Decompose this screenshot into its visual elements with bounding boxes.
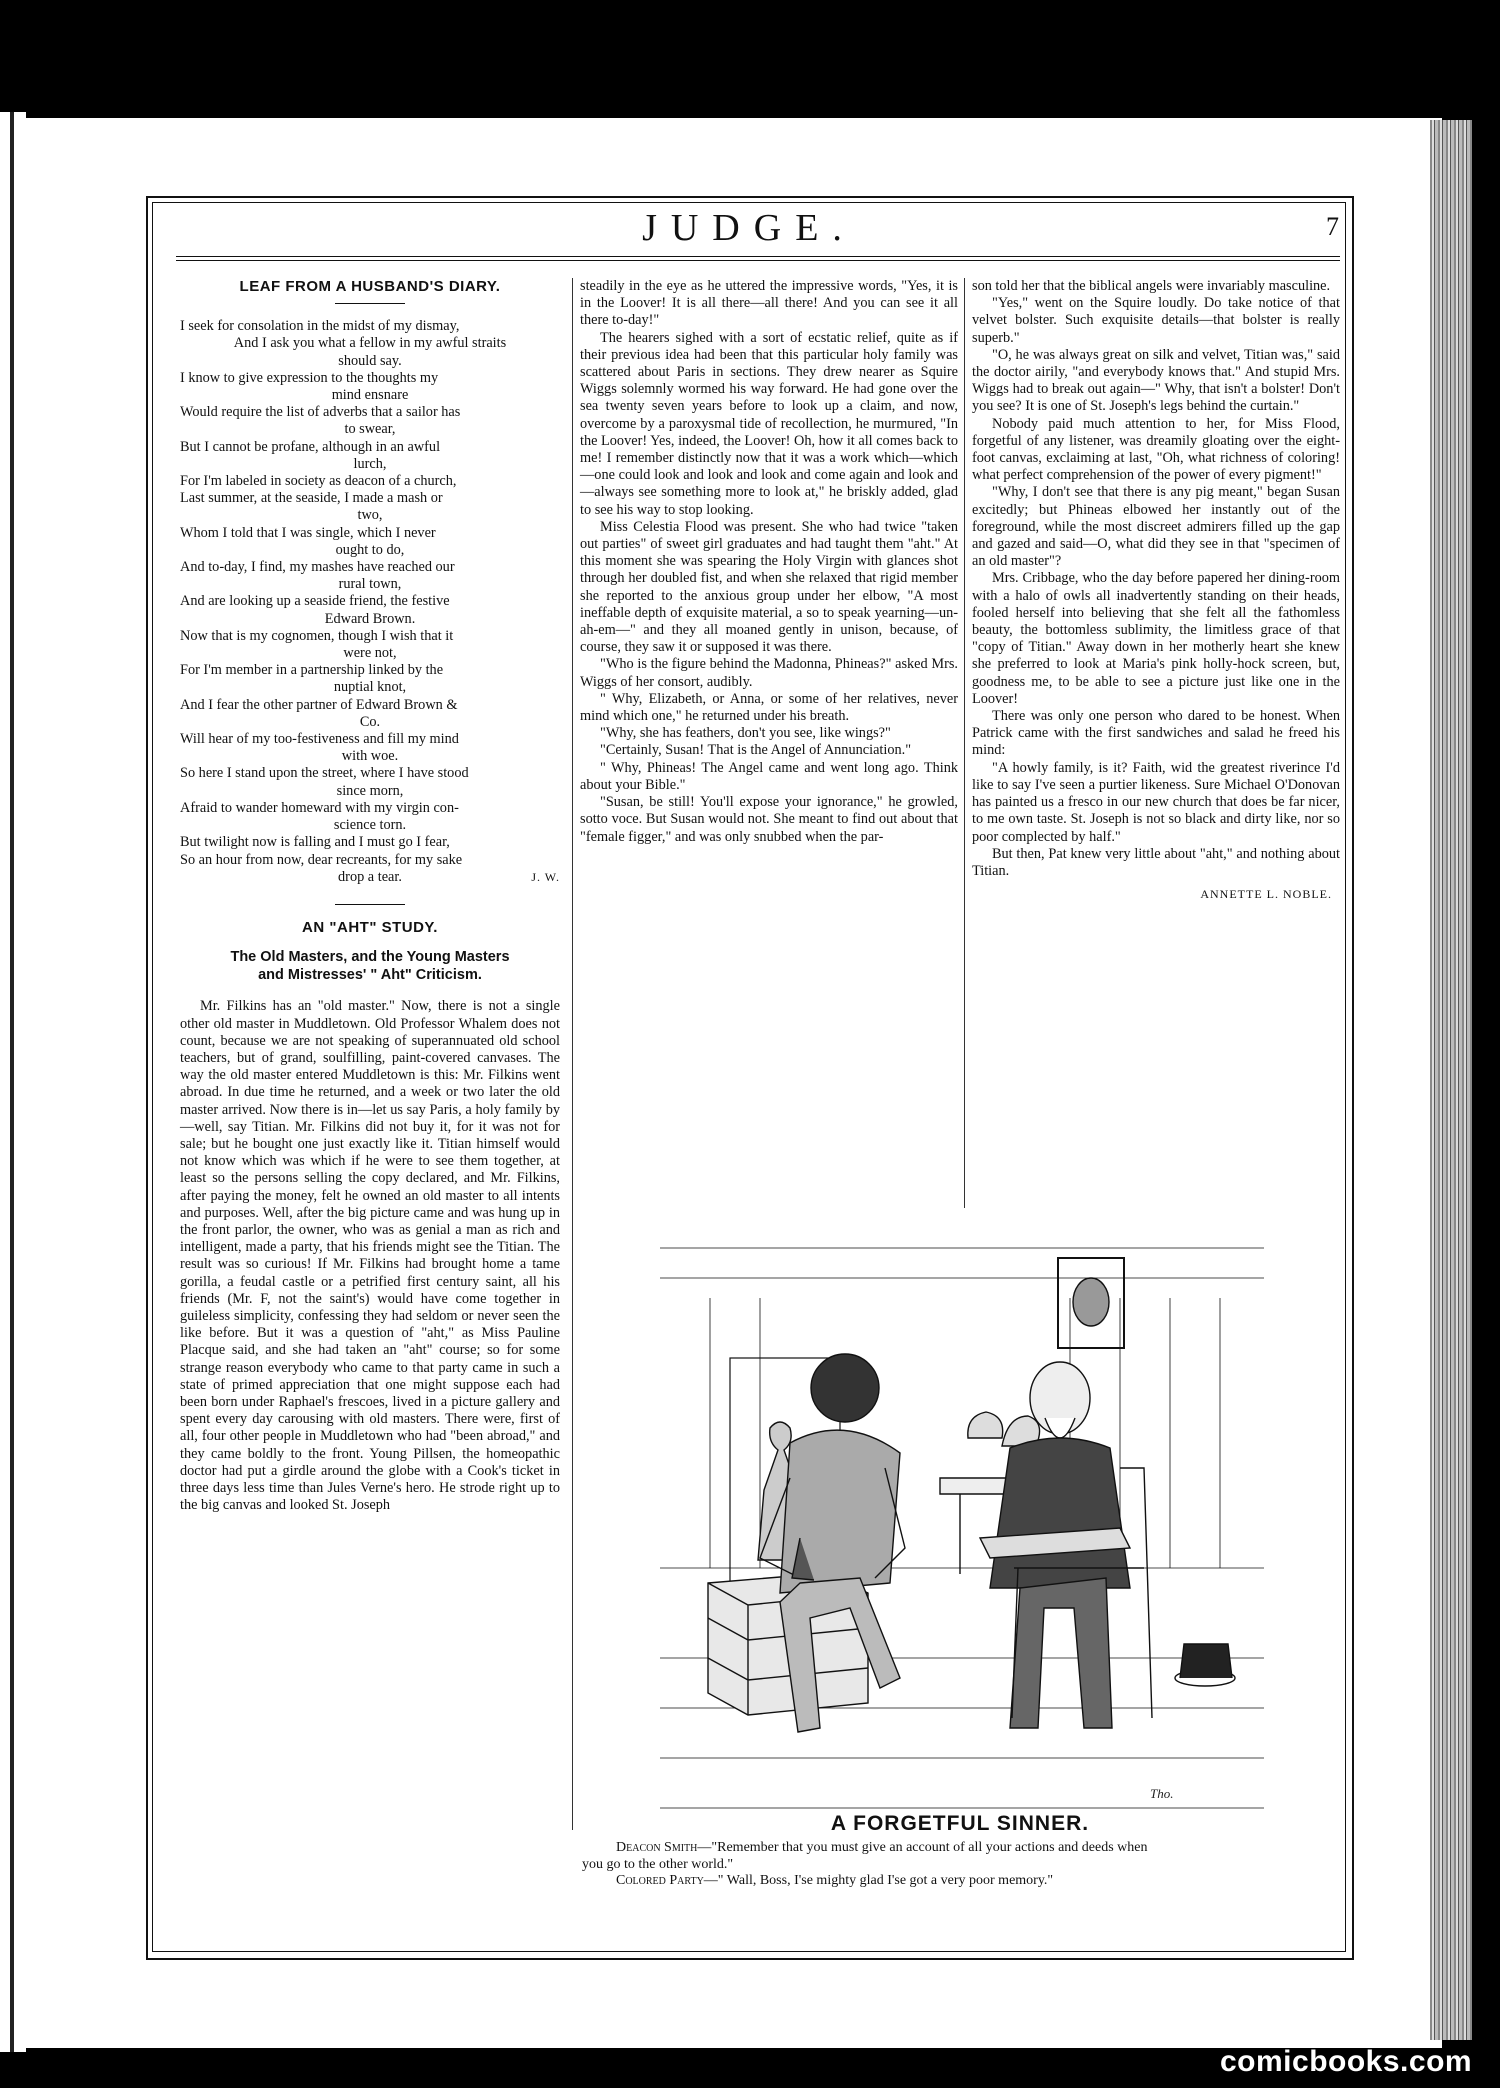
- caption-line-3: —" Wall, Boss, I'se mighty glad I'se got a very poor memory.": [703, 1873, 1054, 1888]
- diary-poem: [180, 318, 560, 886]
- diary-signature: J. W.: [531, 869, 560, 884]
- artist-signature: Tho.: [1150, 1786, 1174, 1801]
- story-column-2: [580, 278, 958, 846]
- story-paragraph: The hearers sighed with a sort of ecstatic relief, quite as if their previous idea had been that this particular holy family was scattered about Paris in sections. They drew nearer as Squire Wiggs solemnly wormed his way forward. He had gone over the sea twenty seven years before to look up a claim, and now, overcome by a paroxysmal tide of recollection, he murmured, "In the Loover! Yes, indeed, the Loover! Oh, how it all comes back to me! I remember distinctly now that it was a work which—which—one could look and look and look and come again and look and—always see something more to look at," he briskly added, glad to see his way to stop looking.: [580, 329, 958, 518]
- cartoon-caption: [582, 1840, 1342, 1890]
- poem-line: science torn.: [333, 817, 407, 834]
- poem-line: Co.: [359, 713, 381, 730]
- story-subtitle-2: and Mistresses' " Aht" Criticism.: [258, 967, 482, 984]
- poem-line: since morn,: [336, 782, 404, 799]
- caption-line-1: —"Remember that you must give an account of all your actions and deeds when: [697, 1840, 1148, 1855]
- story-column-3: [972, 278, 1340, 880]
- diary-title: LEAF FROM A HUSBAND'S DIARY.: [239, 278, 501, 295]
- speaker-colored-party: Colored Party: [616, 1873, 704, 1888]
- poem-line: were not,: [343, 645, 397, 662]
- masthead: JUDGE.: [642, 207, 856, 249]
- caption-line-2: you go to the other world.": [582, 1856, 734, 1872]
- poem-line: Would require the list of adverbs that a sailor has: [180, 404, 461, 421]
- story-paragraph: "Certainly, Susan! That is the Angel of Annunciation.": [600, 742, 912, 759]
- poem-line: And are looking up a seaside friend, the festive: [180, 593, 450, 610]
- poem-line: should say.: [338, 352, 402, 369]
- story-paragraph: Miss Celestia Flood was present. She who had twice "taken out parties" of sweet girl graduates and had taught them "aht." At this moment she was spearing the Holy Virgin with glances shot through her doubled fist, and when she relaxed that rigid member she reported to the anxious group under her elbow, "A most ineffable depth of exquisite material, a so to speak yearning—un-ah-em—" and they all moaned gently in unison, because, of course, they saw it or supposed it was there.: [580, 518, 958, 656]
- story-paragraph: Nobody paid much attention to her, for Miss Flood, forgetful of any listener, was dreamily gloating over the eight-foot canvas, exclaiming at last, "Oh, what richness of coloring! what perfect comprehension of the power of every pigment!": [972, 415, 1340, 484]
- title-rule: [335, 303, 405, 304]
- poem-line: Now that is my cognomen, though I wish that it: [180, 627, 454, 644]
- page-number: 7: [1326, 212, 1339, 241]
- poem-line: For I'm member in a partnership linked by the: [180, 662, 444, 679]
- story-paragraph: "Why, she has feathers, don't you see, like wings?": [600, 725, 891, 742]
- poem-line: But I cannot be profane, although in an awful: [180, 438, 441, 455]
- story-paragraph: "Who is the figure behind the Madonna, Phineas?" asked Mrs. Wiggs of her consort, audibly.: [580, 656, 958, 690]
- story-paragraph: "A howly family, is it? Faith, wid the greatest riverince I'd like to say I've seen a purtier likeness. Sure Michael O'Donovan has painted us a fresco in our new church that does be far nicer, to me own taste. St. Joseph is not so black and dirty like, nor so poor complected by half.": [972, 759, 1340, 845]
- poem-line: Will hear of my too-festiveness and fill my mind: [180, 731, 459, 748]
- poem-line: rural town,: [338, 576, 402, 593]
- poem-line: ought to do,: [335, 541, 405, 558]
- poem-line: And to-day, I find, my mashes have reached our: [180, 559, 455, 576]
- poem-line: I seek for consolation in the midst of my dismay,: [180, 318, 460, 335]
- story-author: ANNETTE L. NOBLE.: [1200, 887, 1332, 902]
- poem-line: Edward Brown.: [324, 610, 416, 627]
- column-3: [972, 278, 1340, 903]
- story-paragraph: Mr. Filkins has an "old master." Now, there is not a single other old master in Muddletown. Old Professor Whalem does not count, because we are not speaking of superannuated old school teachers, but of grand, soulfilling, paint-covered canvases. The way the old master entered Muddletown is this: Mr. Filkins went abroad. In due time he returned, and a week or two later the old master arrived. Now there is in—let us say Paris, a holy family by—well, say Titian. Mr. Filkins did not buy it, for it was not for sale; but he bought one just exactly like it. Titian himself would not know which was which if he were to see them together, at least so the persons selling the copy declared, and Mr. Filkins, after paying the money, felt he owned an old master to all intents and purposes. Well, after the big picture came and was hung up in the front parlor, the owner, who was as genial a man as rich and intelligent, made a party, that his friends might see the Titian. The result was so curious! If Mr. Filkins had brought home a tame gorilla, a feudal castle or a petrified first century saint, all his friends (Mr. F, not the saint's) would have come together in guileless simplicity, confessing they had seldom or never seen the like before. But it was a question of "aht," as Miss Pauline Placque said, and she had taken an "aht" course; so for some strange reason everybody who came to that party came in such a state of primed appreciation that one might suppose each had been born under Raphael's frescoes, lived in a picture gallery and spent every day carousing with old masters. There were, first of all, four other people in Muddletown who had "been abroad," and they came boldly to the front. Young Pillsen, the homeopathic doctor had put a girdle around the globe with a Cook's ticket in three days less time than Jules Verne's hero. He strode right up to the big canvas and looked St. Joseph: [180, 998, 560, 1514]
- poem-line: And I ask you what a fellow in my awful straits: [233, 335, 507, 352]
- poem-line: Afraid to wander homeward with my virgin con-: [180, 799, 459, 816]
- watermark: comicbooks.com: [1220, 2045, 1473, 2078]
- poem-line: So here I stand upon the street, where I have stood: [180, 765, 469, 782]
- story-paragraph: "O, he was always great on silk and velvet, Titian was," said the doctor airily, "and everybody knows that." And stupid Mrs. Wiggs had to break out again—" Why, that isn't a bolster! Don't you see? It is one of St. Joseph's legs behind the curtain.": [972, 346, 1340, 415]
- story-paragraph: "Why, I don't see that there is any pig meant," began Susan excitedly; but Phineas elbowed her instantly out of the foreground, while the most discreet admirers filled up the gap and gazed and said—O, what did they see in that "specimen of an old master"?: [972, 484, 1340, 570]
- cartoon-title: A FORGETFUL SINNER.: [830, 1812, 1090, 1835]
- column-divider-2: [964, 278, 965, 1208]
- story-paragraph: " Why, Phineas! The Angel came and went long ago. Think about your Bible.": [580, 759, 958, 793]
- section-rule: [335, 904, 405, 905]
- poem-line: mind ensnare: [331, 387, 409, 404]
- poem-line: But twilight now is falling and I must go I fear,: [180, 834, 450, 851]
- poem-line: with woe.: [341, 748, 399, 765]
- story-title: AN "AHT" STUDY.: [302, 919, 438, 937]
- header-rule: [176, 256, 1340, 257]
- column-divider-1: [572, 278, 573, 1830]
- book-page-edges: [1430, 120, 1472, 2040]
- story-column-1: [180, 998, 560, 1514]
- story-paragraph: "Yes," went on the Squire loudly. Do take notice of that velvet bolster. Such exquisite details—that bolster is really superb.": [972, 295, 1340, 346]
- cartoon-illustration: [650, 1238, 1274, 1818]
- story-paragraph: "Susan, be still! You'll expose your ignorance," he growled, sotto voce. But Susan would not. She meant to find out about that "female figger," and was only snubbed when the par-: [580, 794, 958, 845]
- poem-line: Whom I told that I was single, which I never: [180, 524, 436, 541]
- poem-line: And I fear the other partner of Edward Brown &: [180, 696, 458, 713]
- poem-line: I know to give expression to the thoughts my: [180, 369, 439, 386]
- poem-line: lurch,: [353, 455, 387, 472]
- poem-line: two,: [357, 507, 383, 524]
- poem-line: nuptial knot,: [333, 679, 407, 696]
- story-paragraph: But then, Pat knew very little about "aht," and nothing about Titian.: [972, 845, 1340, 879]
- story-paragraph: son told her that the biblical angels were invariably masculine.: [972, 278, 1331, 294]
- poem-line: to swear,: [344, 421, 396, 438]
- column-1: [180, 278, 560, 1514]
- speaker-deacon: Deacon Smith: [616, 1840, 698, 1855]
- story-paragraph: There was only one person who dared to be honest. When Patrick came with the first sandwiches and salad he freed his mind:: [972, 708, 1340, 759]
- story-paragraph: Mrs. Cribbage, who the day before papered her dining-room with a halo of owls all inadvertently standing on their heads, fooled herself into believing that she felt all the fathomless beauty, the bottomless sublimity, the limitless grace of that "copy of Titian." Away down in her motherly heart she knew she preferred to look at Maria's pink holly-hock screen, but, goodness me, to be able to see a picture just like one in the Loover!: [972, 570, 1340, 707]
- story-subtitle-1: The Old Masters, and the Young Masters: [230, 949, 510, 966]
- poem-line: Last summer, at the seaside, I made a mash or: [180, 490, 443, 507]
- story-paragraph: " Why, Elizabeth, or Anna, or some of her relatives, never mind which one," he returned under his breath.: [580, 690, 958, 725]
- story-paragraph: steadily in the eye as he uttered the impressive words, "Yes, it is in the Loover! It is all there—all there! And you can see it all there to-day!": [580, 278, 958, 329]
- poem-line: For I'm labeled in society as deacon of a church,: [180, 473, 457, 490]
- poem-line: So an hour from now, dear recreants, for my sake: [180, 851, 463, 868]
- poem-line: drop a tear.: [338, 868, 402, 885]
- header-rule-2: [176, 260, 1340, 261]
